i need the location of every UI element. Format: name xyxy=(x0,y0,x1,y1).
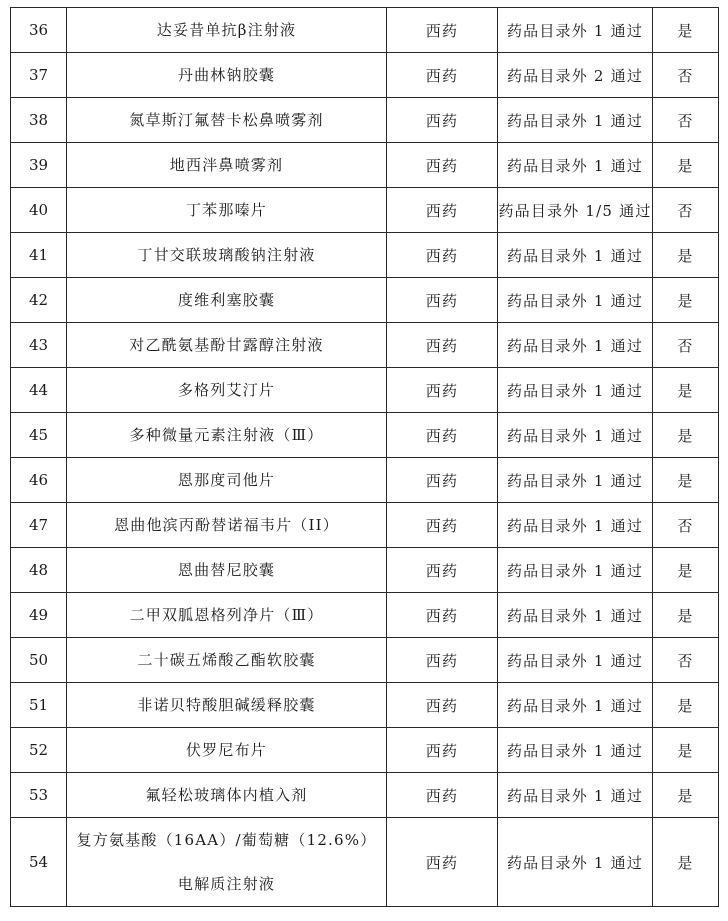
review-result: 否 xyxy=(653,98,719,143)
drug-name: 地西泮鼻喷雾剂 xyxy=(67,143,387,188)
table-row xyxy=(11,233,719,278)
drug-category: 西药 xyxy=(387,683,498,728)
review-result: 否 xyxy=(653,638,719,683)
review-result: 是 xyxy=(653,773,719,818)
drug-name-line-2: 电解质注射液 xyxy=(177,875,276,893)
drug-name: 多格列艾汀片 xyxy=(67,368,387,413)
review-status: 药品目录外 1 通过 xyxy=(498,8,653,53)
review-status: 药品目录外 1 通过 xyxy=(498,773,653,818)
review-result: 是 xyxy=(653,278,719,323)
drug-category: 西药 xyxy=(387,458,498,503)
review-status: 药品目录外 1 通过 xyxy=(498,413,653,458)
row-number: 53 xyxy=(11,773,67,818)
review-result: 是 xyxy=(653,728,719,773)
drug-name: 氟轻松玻璃体内植入剂 xyxy=(67,773,387,818)
table-row xyxy=(11,278,719,323)
row-number: 49 xyxy=(11,593,67,638)
row-number: 51 xyxy=(11,683,67,728)
review-status: 药品目录外 1/5 通过 xyxy=(498,188,653,233)
row-number: 52 xyxy=(11,728,67,773)
table-row xyxy=(11,53,719,98)
review-result: 否 xyxy=(653,323,719,368)
drug-name: 多种微量元素注射液（Ⅲ） xyxy=(67,413,387,458)
row-number: 42 xyxy=(11,278,67,323)
table-row xyxy=(11,413,719,458)
row-number: 41 xyxy=(11,233,67,278)
table-row xyxy=(11,593,719,638)
review-result: 是 xyxy=(653,818,719,907)
row-number: 39 xyxy=(11,143,67,188)
drug-name: 恩那度司他片 xyxy=(67,458,387,503)
review-status: 药品目录外 1 通过 xyxy=(498,458,653,503)
review-status: 药品目录外 1 通过 xyxy=(498,368,653,413)
drug-table xyxy=(10,7,719,907)
drug-name: 恩曲替尼胶囊 xyxy=(67,548,387,593)
table-row xyxy=(11,8,719,53)
drug-name: 氮草斯汀氟替卡松鼻喷雾剂 xyxy=(67,98,387,143)
review-result: 否 xyxy=(653,503,719,548)
drug-name: 恩曲他滨丙酚替诺福韦片（II） xyxy=(67,503,387,548)
review-result: 是 xyxy=(653,593,719,638)
drug-category: 西药 xyxy=(387,503,498,548)
review-result: 否 xyxy=(653,188,719,233)
drug-category: 西药 xyxy=(387,233,498,278)
row-number: 38 xyxy=(11,98,67,143)
drug-name: 达妥昔单抗β注射液 xyxy=(67,8,387,53)
table-row xyxy=(11,728,719,773)
review-status: 药品目录外 1 通过 xyxy=(498,638,653,683)
row-number: 44 xyxy=(11,368,67,413)
drug-category: 西药 xyxy=(387,818,498,907)
review-result: 否 xyxy=(653,53,719,98)
review-status: 药品目录外 1 通过 xyxy=(498,233,653,278)
drug-category: 西药 xyxy=(387,638,498,683)
drug-name: 伏罗尼布片 xyxy=(67,728,387,773)
row-number: 37 xyxy=(11,53,67,98)
drug-name: 二甲双胍恩格列净片（Ⅲ） xyxy=(67,593,387,638)
row-number: 43 xyxy=(11,323,67,368)
drug-category: 西药 xyxy=(387,773,498,818)
drug-name xyxy=(67,818,387,907)
drug-name: 度维利塞胶囊 xyxy=(67,278,387,323)
table-row xyxy=(11,548,719,593)
review-status: 药品目录外 1 通过 xyxy=(498,503,653,548)
review-result: 是 xyxy=(653,143,719,188)
review-status: 药品目录外 1 通过 xyxy=(498,593,653,638)
review-status: 药品目录外 2 通过 xyxy=(498,53,653,98)
review-result: 是 xyxy=(653,458,719,503)
row-number: 45 xyxy=(11,413,67,458)
drug-name: 二十碳五烯酸乙酯软胶囊 xyxy=(67,638,387,683)
review-result: 是 xyxy=(653,368,719,413)
review-status: 药品目录外 1 通过 xyxy=(498,683,653,728)
row-number: 50 xyxy=(11,638,67,683)
review-status: 药品目录外 1 通过 xyxy=(498,548,653,593)
drug-name: 丁苯那嗪片 xyxy=(67,188,387,233)
table-row xyxy=(11,98,719,143)
drug-category: 西药 xyxy=(387,8,498,53)
table-body xyxy=(11,8,719,907)
review-result: 是 xyxy=(653,8,719,53)
row-number: 36 xyxy=(11,8,67,53)
drug-category: 西药 xyxy=(387,143,498,188)
review-status: 药品目录外 1 通过 xyxy=(498,728,653,773)
drug-name: 丁甘交联玻璃酸钠注射液 xyxy=(67,233,387,278)
drug-category: 西药 xyxy=(387,323,498,368)
review-status: 药品目录外 1 通过 xyxy=(498,98,653,143)
drug-category: 西药 xyxy=(387,413,498,458)
review-result: 是 xyxy=(653,233,719,278)
table-row xyxy=(11,818,719,907)
table-row xyxy=(11,188,719,233)
drug-name: 非诺贝特酸胆碱缓释胶囊 xyxy=(67,683,387,728)
table-row xyxy=(11,368,719,413)
review-status: 药品目录外 1 通过 xyxy=(498,818,653,907)
row-number: 46 xyxy=(11,458,67,503)
row-number: 40 xyxy=(11,188,67,233)
review-result: 是 xyxy=(653,683,719,728)
drug-category: 西药 xyxy=(387,53,498,98)
drug-name: 对乙酰氨基酚甘露醇注射液 xyxy=(67,323,387,368)
drug-category: 西药 xyxy=(387,548,498,593)
review-result: 是 xyxy=(653,413,719,458)
table-row xyxy=(11,638,719,683)
row-number: 48 xyxy=(11,548,67,593)
drug-category: 西药 xyxy=(387,278,498,323)
table-row xyxy=(11,773,719,818)
drug-category: 西药 xyxy=(387,368,498,413)
table-row xyxy=(11,143,719,188)
review-result: 是 xyxy=(653,548,719,593)
review-status: 药品目录外 1 通过 xyxy=(498,143,653,188)
drug-category: 西药 xyxy=(387,98,498,143)
drug-category: 西药 xyxy=(387,593,498,638)
table-row xyxy=(11,323,719,368)
drug-category: 西药 xyxy=(387,728,498,773)
drug-name: 丹曲林钠胶囊 xyxy=(67,53,387,98)
row-number: 47 xyxy=(11,503,67,548)
review-status: 药品目录外 1 通过 xyxy=(498,323,653,368)
drug-name-line-1: 复方氨基酸（16AA）/葡萄糖（12.6%） xyxy=(76,831,377,849)
table-row xyxy=(11,683,719,728)
review-status: 药品目录外 1 通过 xyxy=(498,278,653,323)
table-row xyxy=(11,503,719,548)
table-row xyxy=(11,458,719,503)
row-number: 54 xyxy=(11,818,67,907)
drug-category: 西药 xyxy=(387,188,498,233)
